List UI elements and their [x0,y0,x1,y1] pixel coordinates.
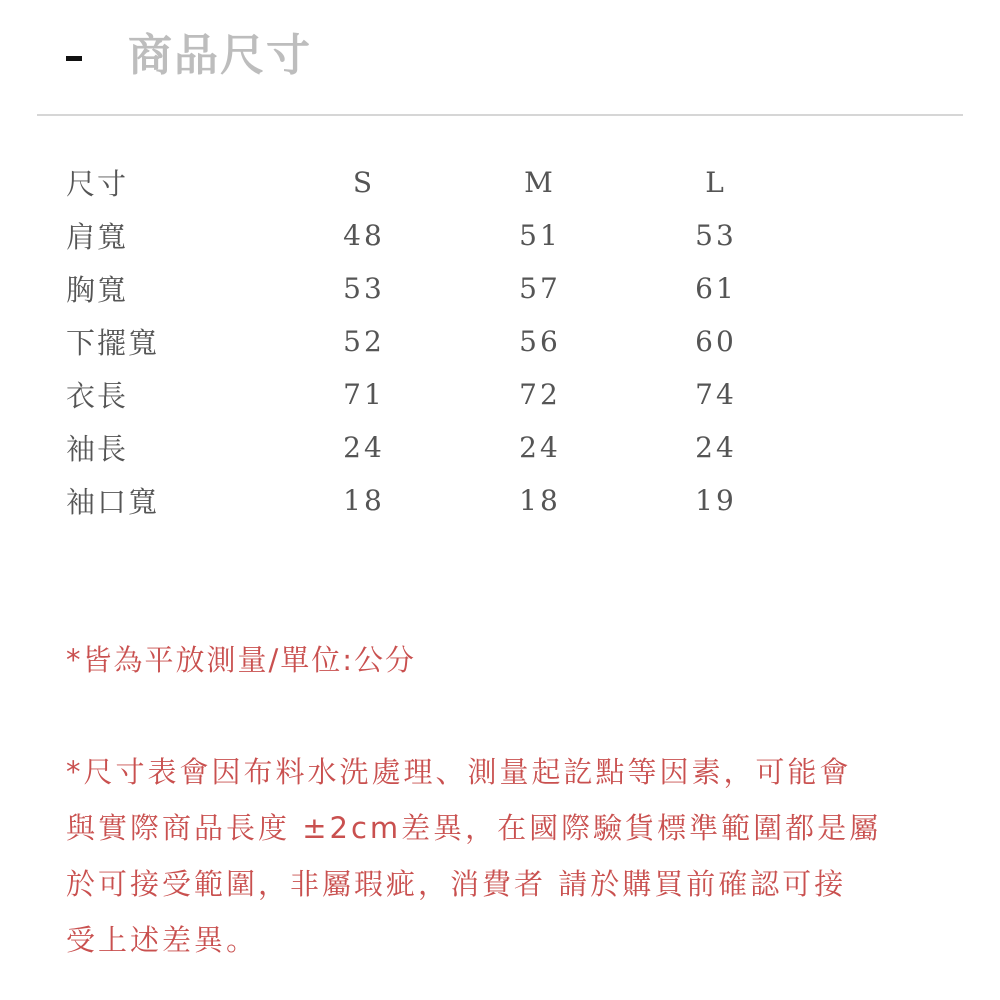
row-label: 袖長 [66,432,129,466]
table-row [66,421,804,474]
measurement-note: *皆為平放測量/單位:公分 [66,643,417,677]
table-row [66,262,804,315]
cell: 61 [695,272,737,305]
disclaimer-line: 與實際商品長度 ±2cm差異，在國際驗貨標準範圍都是屬 [66,811,882,845]
table-row [66,209,804,262]
divider [37,114,963,116]
header-cell: S [352,166,376,199]
section-title: 商品尺寸 [128,30,312,81]
row-label: 胸寬 [66,273,129,307]
cell: 71 [343,378,385,411]
cell: 53 [343,272,385,305]
disclaimer-line: 於可接受範圍，非屬瑕疵，消費者 請於購買前確認可接 [66,867,847,901]
cell: 60 [695,325,737,358]
disclaimer-line: *尺寸表會因布料水洗處理、測量起訖點等因素，可能會 [66,755,852,789]
header-cell: M [524,166,556,199]
cell: 52 [343,325,385,358]
row-label: 袖口寬 [66,485,160,519]
cell: 48 [343,219,385,252]
row-label: 衣長 [66,379,129,413]
table-row [66,368,804,421]
cell: 51 [519,219,561,252]
cell: 57 [519,272,561,305]
collapse-dash-icon[interactable] [66,56,82,61]
row-label: 肩寬 [66,220,129,254]
cell: 53 [695,219,737,252]
disclaimer-line: 受上述差異。 [66,923,259,957]
disclaimer-note [66,744,881,968]
cell: 24 [519,431,561,464]
cell: 18 [519,484,561,517]
table-header-row [66,156,804,209]
cell: 72 [519,378,561,411]
cell: 19 [695,484,737,517]
row-label: 下擺寬 [66,326,160,360]
header-cell: 尺寸 [66,167,129,201]
cell: 74 [695,378,737,411]
table-row [66,474,804,527]
cell: 24 [695,431,737,464]
table-row [66,315,804,368]
cell: 56 [519,325,561,358]
cell: 18 [343,484,385,517]
header-cell: L [705,166,727,199]
cell: 24 [343,431,385,464]
size-table [66,156,804,527]
